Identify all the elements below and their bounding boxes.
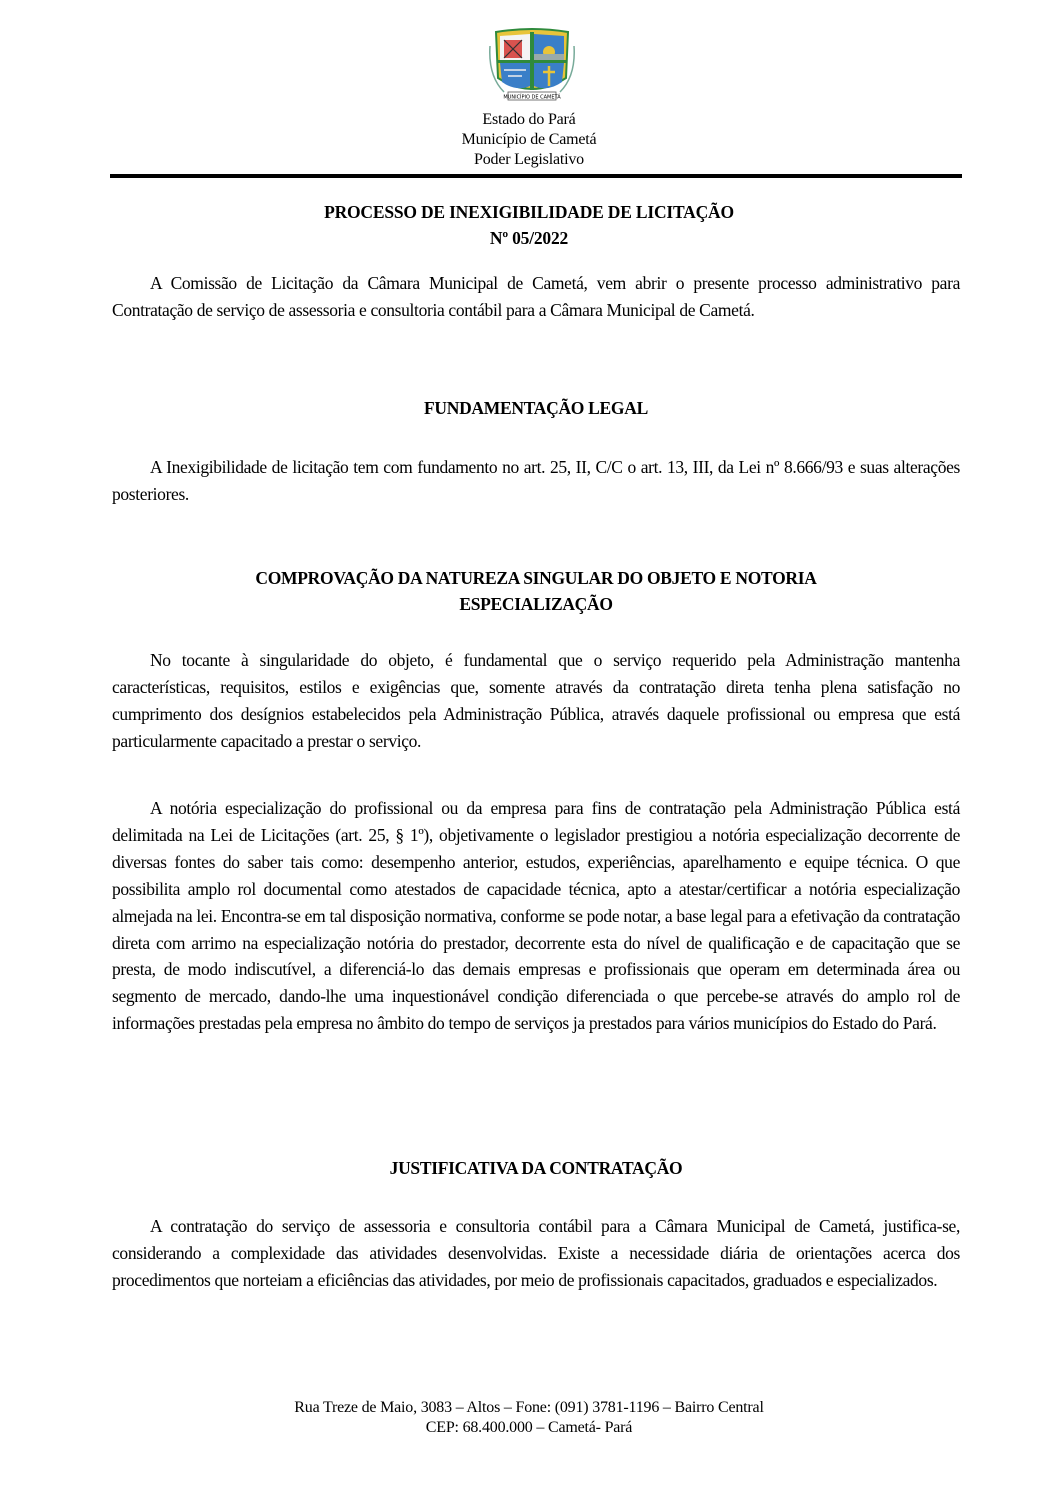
footer-address: Rua Treze de Maio, 3083 – Altos – Fone: (091) 3781-1196 – Bairro Central <box>294 1399 764 1416</box>
letterhead-municipality: Município de Cametá <box>461 131 597 148</box>
letterhead <box>0 110 1058 170</box>
page-footer <box>0 1398 1058 1438</box>
header-divider <box>110 174 962 178</box>
section-heading-line1: COMPROVAÇÃO DA NATUREZA SINGULAR DO OBJETO E NOTORIA <box>255 568 817 588</box>
letterhead-state: Estado do Pará <box>482 111 576 128</box>
section-heading-justification: JUSTIFICATIVA DA CONTRATAÇÃO <box>389 1158 683 1178</box>
notorious-specialization-paragraph: A notória especialização do profissional ou da empresa para fins de contratação pela Administração Pública está delimitada na Lei de Licitações (art. 25, § 1º), objetivamente o legislador prestigiou a notória especialização decorrente de diversas fontes do saber tais como: desempenho anterior, estudos, experiências, aparelhamento e equipe técnica. O que possibilita amplo rol documental como atestados de capacidade técnica, apto a atestar/certificar a notória especialização almejada na lei. Encontra-se em tal disposição normativa, conforme se pode notar, a base legal para a efetivação da contratação direta com arrimo na especialização notória do prestador, decorrente esta do nível de qualificação e de capacitação que se presta, de modo indiscutível, a diferenciá-lo das demais empresas e profissionais que operam em determinada área ou segmento de mercado, dando-lhe uma inquestionável condição diferenciada o que percebe-se através do amplo rol de informações prestadas pela empresa no âmbito do tempo de serviços ja prestados para vários municípios do Estado do Pará. <box>112 798 960 1034</box>
letterhead-branch: Poder Legislativo <box>474 151 584 168</box>
document-title <box>0 199 1058 251</box>
intro-paragraph: A Comissão de Licitação da Câmara Municipal de Cametá, vem abrir o presente processo administrativo para Contratação de serviço de assessoria e consultoria contábil para a Câmara Municipal de Cametá. <box>112 273 960 320</box>
document-number: Nº 05/2022 <box>489 228 569 248</box>
footer-postal-code: CEP: 68.400.000 – Cametá- Pará <box>425 1419 633 1436</box>
section-heading-line2: ESPECIALIZAÇÃO <box>459 594 613 614</box>
coat-of-arms-icon <box>486 26 578 108</box>
singularity-paragraph: No tocante à singularidade do objeto, é fundamental que o serviço requerido pela Administração mantenha características, requisitos, estilos e exigências que, somente através da contratação direta tenha plena satisfação no cumprimento dos desígnios estabelecidos pela Administração Pública, através daquele profissional ou empresa que está particularmente capacitado a prestar o serviço. <box>112 650 960 751</box>
justification-paragraph: A contratação do serviço de assessoria e consultoria contábil para a Câmara Municipal de Cametá, justifica-se, considerando a complexidade das atividades desenvolvidas. Existe a necessidade diária de orientações acerca dos procedimentos que norteiam a eficiências das atividades, por meio de profissionais capacitados, graduados e especializados. <box>112 1216 960 1290</box>
section-heading-singular-nature <box>110 565 962 617</box>
document-title-line1: PROCESSO DE INEXIGIBILIDADE DE LICITAÇÃO <box>324 202 734 222</box>
section-heading-legal-basis: FUNDAMENTAÇÃO LEGAL <box>424 398 648 418</box>
crest-banner-text: MUNICÍPIO DE CAMETÁ <box>503 94 561 101</box>
legal-basis-paragraph: A Inexigibilidade de licitação tem com fundamento no art. 25, II, C/C o art. 13, III, da Lei nº 8.666/93 e suas alterações posteriores. <box>112 457 960 504</box>
